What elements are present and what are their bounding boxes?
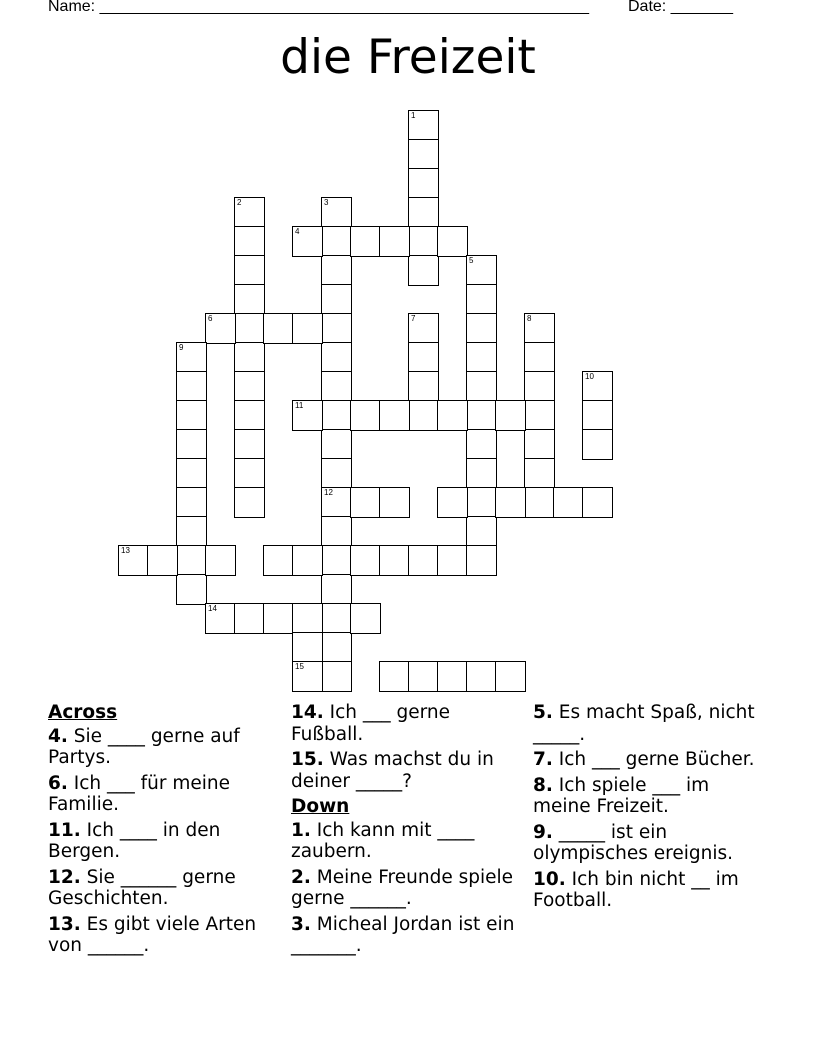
clue-number-10: 10 xyxy=(585,372,594,381)
grid-cell[interactable] xyxy=(321,429,352,460)
grid-cell[interactable] xyxy=(379,487,410,518)
clue-number-7: 7 xyxy=(411,314,416,323)
grid-cell[interactable] xyxy=(582,400,613,431)
grid-cell[interactable] xyxy=(466,458,497,489)
grid-cell[interactable] xyxy=(147,545,178,576)
grid-cell[interactable] xyxy=(495,661,526,692)
grid-cell[interactable] xyxy=(176,545,207,576)
grid-cell[interactable] xyxy=(437,226,468,257)
clue-across-6: 6. Ich ___ für meine Familie. xyxy=(48,772,231,815)
grid-cell[interactable] xyxy=(408,226,439,257)
grid-cell[interactable] xyxy=(234,313,265,344)
clue-down-9: 9. _____ ist ein olympisches ereignis. xyxy=(533,821,733,864)
grid-cell[interactable] xyxy=(321,197,352,228)
grid-cell[interactable] xyxy=(292,226,323,257)
grid-cell[interactable] xyxy=(379,226,410,257)
clue-number-6: 6 xyxy=(208,314,213,323)
grid-cell[interactable] xyxy=(321,313,352,344)
grid-cell[interactable] xyxy=(408,400,439,431)
grid-cell[interactable] xyxy=(524,371,555,402)
grid-cell[interactable] xyxy=(292,313,323,344)
grid-cell[interactable] xyxy=(176,458,207,489)
grid-cell[interactable] xyxy=(524,429,555,460)
clue-number-13: 13 xyxy=(121,546,130,555)
grid-cell[interactable] xyxy=(582,371,613,402)
clue-number-4: 4 xyxy=(295,227,300,236)
grid-cell[interactable] xyxy=(466,255,497,286)
grid-cell[interactable] xyxy=(321,400,352,431)
grid-cell[interactable] xyxy=(408,197,439,228)
grid-cell[interactable] xyxy=(292,661,323,692)
clues-column-1 xyxy=(48,702,280,961)
grid-cell[interactable] xyxy=(321,226,352,257)
clue-down-7: 7. Ich ___ gerne Bücher. xyxy=(533,749,755,770)
grid-cell[interactable] xyxy=(234,255,265,286)
clue-number-2: 2 xyxy=(237,198,242,207)
grid-cell[interactable] xyxy=(321,545,352,576)
clue-down-10: 10. Ich bin nicht __ im Football. xyxy=(533,868,739,911)
clue-down-3: 3. Micheal Jordan ist ein _______. xyxy=(291,913,515,956)
grid-cell[interactable] xyxy=(205,545,236,576)
clue-across-11: 11. Ich ____ in den Bergen. xyxy=(48,819,221,862)
grid-cell[interactable] xyxy=(524,458,555,489)
grid-cell[interactable] xyxy=(524,400,555,431)
grid-cell[interactable] xyxy=(176,574,207,605)
grid-cell[interactable] xyxy=(321,603,352,634)
clue-number-12: 12 xyxy=(324,488,333,497)
grid-cell[interactable] xyxy=(234,603,265,634)
grid-cell[interactable] xyxy=(321,632,352,663)
grid-cell[interactable] xyxy=(524,313,555,344)
grid-cell[interactable] xyxy=(176,342,207,373)
grid-cell[interactable] xyxy=(350,487,381,518)
grid-cell[interactable] xyxy=(292,400,323,431)
grid-cell[interactable] xyxy=(437,400,468,431)
grid-cell[interactable] xyxy=(408,313,439,344)
grid-cell[interactable] xyxy=(408,255,439,286)
grid-cell[interactable] xyxy=(321,458,352,489)
grid-cell[interactable] xyxy=(524,487,555,518)
clues-column-2 xyxy=(291,702,523,961)
clue-across-4: 4. Sie ____ gerne auf Partys. xyxy=(48,725,240,768)
clue-down-2: 2. Meine Freunde spiele gerne ______. xyxy=(291,866,514,909)
grid-cell[interactable] xyxy=(321,516,352,547)
grid-cell[interactable] xyxy=(292,545,323,576)
grid-cell[interactable] xyxy=(524,342,555,373)
clue-across-14: 14. Ich ___ gerne Fußball. xyxy=(291,702,451,745)
grid-cell[interactable] xyxy=(321,487,352,518)
grid-cell[interactable] xyxy=(495,400,526,431)
grid-cell[interactable] xyxy=(582,429,613,460)
grid-cell[interactable] xyxy=(495,487,526,518)
down-heading: Down xyxy=(291,796,350,817)
grid-cell[interactable] xyxy=(437,545,468,576)
grid-cell[interactable] xyxy=(408,661,439,692)
clue-number-3: 3 xyxy=(324,198,329,207)
grid-cell[interactable] xyxy=(466,313,497,344)
grid-cell[interactable] xyxy=(234,226,265,257)
grid-cell[interactable] xyxy=(234,197,265,228)
grid-cell[interactable] xyxy=(466,429,497,460)
grid-cell[interactable] xyxy=(466,342,497,373)
grid-cell[interactable] xyxy=(176,400,207,431)
clue-number-14: 14 xyxy=(208,604,217,613)
grid-cell[interactable] xyxy=(350,545,381,576)
clues-column-3 xyxy=(533,702,765,916)
clue-down-5: 5. Es macht Spaß, nicht _____. xyxy=(533,702,755,745)
grid-cell[interactable] xyxy=(408,371,439,402)
grid-cell[interactable] xyxy=(234,342,265,373)
grid-cell[interactable] xyxy=(234,429,265,460)
page-title: die Freizeit xyxy=(280,30,536,85)
grid-cell[interactable] xyxy=(321,255,352,286)
grid-cell[interactable] xyxy=(408,139,439,170)
grid-cell[interactable] xyxy=(350,603,381,634)
grid-cell[interactable] xyxy=(466,284,497,315)
grid-cell[interactable] xyxy=(466,516,497,547)
grid-cell[interactable] xyxy=(466,661,497,692)
clue-across-13: 13. Es gibt viele Arten von ______. xyxy=(48,913,257,956)
date-field[interactable]: Date: _______ xyxy=(628,0,733,15)
across-heading: Across xyxy=(48,702,118,723)
grid-cell[interactable] xyxy=(437,487,468,518)
clue-number-9: 9 xyxy=(179,343,184,352)
grid-cell[interactable] xyxy=(292,632,323,663)
grid-cell[interactable] xyxy=(321,574,352,605)
grid-cell[interactable] xyxy=(176,429,207,460)
grid-cell[interactable] xyxy=(408,342,439,373)
grid-cell[interactable] xyxy=(466,400,497,431)
grid-cell[interactable] xyxy=(263,313,294,344)
grid-cell[interactable] xyxy=(379,661,410,692)
grid-cell[interactable] xyxy=(176,516,207,547)
grid-cell[interactable] xyxy=(263,603,294,634)
grid-cell[interactable] xyxy=(292,603,323,634)
grid-cell[interactable] xyxy=(379,400,410,431)
grid-cell[interactable] xyxy=(176,371,207,402)
grid-cell[interactable] xyxy=(379,545,410,576)
grid-cell[interactable] xyxy=(321,284,352,315)
grid-cell[interactable] xyxy=(350,226,381,257)
grid-cell[interactable] xyxy=(408,168,439,199)
clue-across-15: 15. Was machst du in deiner _____? xyxy=(291,749,494,792)
clue-down-1: 1. Ich kann mit ____ zaubern. xyxy=(291,819,475,862)
grid-cell[interactable] xyxy=(321,342,352,373)
grid-cell[interactable] xyxy=(553,487,584,518)
grid-cell[interactable] xyxy=(437,661,468,692)
grid-cell[interactable] xyxy=(263,545,294,576)
grid-cell[interactable] xyxy=(321,661,352,692)
clue-across-12: 12. Sie ______ gerne Geschichten. xyxy=(48,866,236,909)
grid-cell[interactable] xyxy=(466,487,497,518)
grid-cell[interactable] xyxy=(408,110,439,141)
grid-cell[interactable] xyxy=(234,487,265,518)
clue-number-15: 15 xyxy=(295,662,304,671)
clue-number-8: 8 xyxy=(527,314,532,323)
clue-number-11: 11 xyxy=(295,401,304,410)
grid-cell[interactable] xyxy=(205,313,236,344)
grid-cell[interactable] xyxy=(205,603,236,634)
grid-cell[interactable] xyxy=(234,284,265,315)
grid-cell[interactable] xyxy=(408,545,439,576)
grid-cell[interactable] xyxy=(176,487,207,518)
clue-number-1: 1 xyxy=(411,111,416,120)
name-field[interactable]: Name: _______________________________________________________ xyxy=(48,0,589,15)
grid-cell[interactable] xyxy=(350,400,381,431)
grid-cell[interactable] xyxy=(321,371,352,402)
grid-cell[interactable] xyxy=(466,371,497,402)
grid-cell[interactable] xyxy=(234,458,265,489)
clue-number-5: 5 xyxy=(469,256,474,265)
grid-cell[interactable] xyxy=(118,545,149,576)
grid-cell[interactable] xyxy=(234,371,265,402)
grid-cell[interactable] xyxy=(234,400,265,431)
grid-cell[interactable] xyxy=(582,487,613,518)
clue-down-8: 8. Ich spiele ___ im meine Freizeit. xyxy=(533,774,710,817)
grid-cell[interactable] xyxy=(466,545,497,576)
